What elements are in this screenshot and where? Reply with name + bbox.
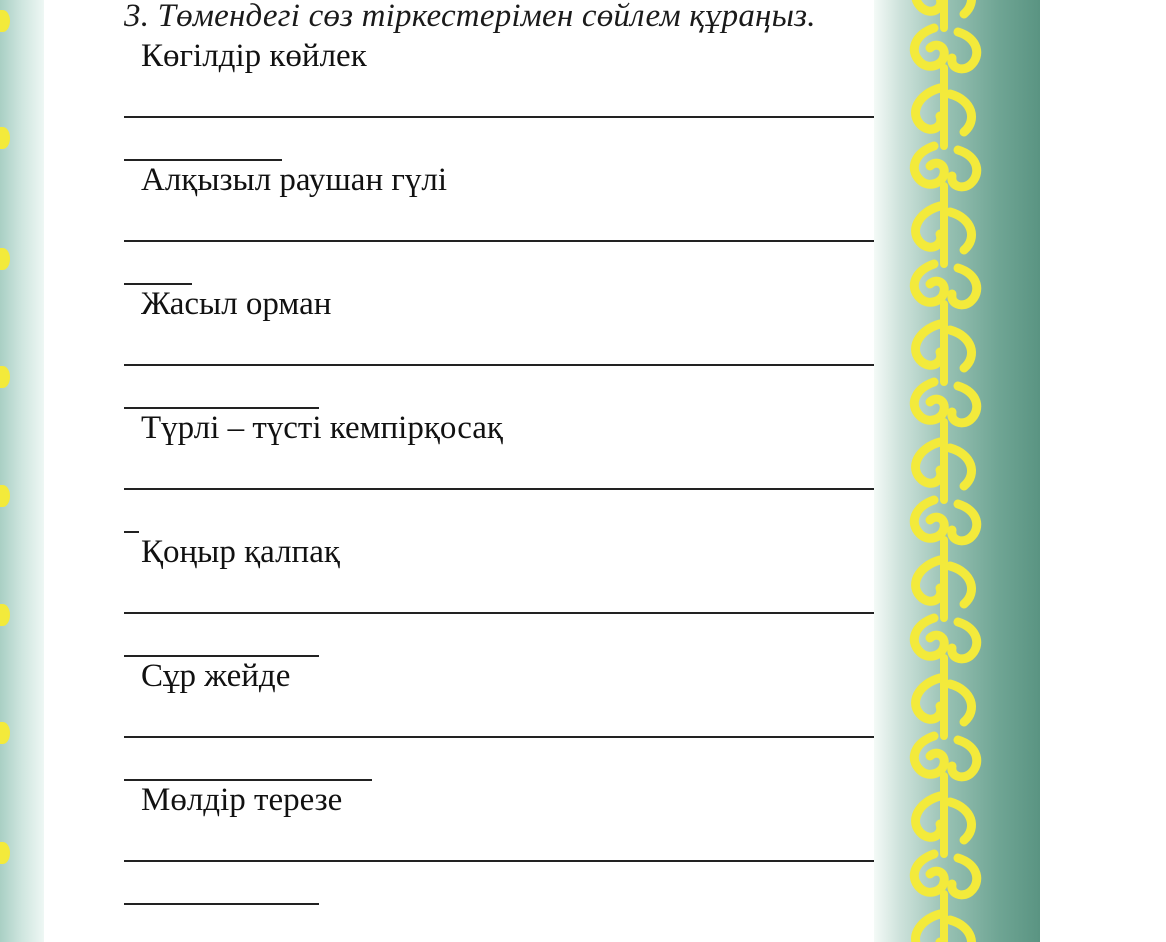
exercise-phrase: Түрлі – түсті кемпірқосақ bbox=[141, 410, 503, 446]
ornament-bump-icon bbox=[0, 842, 10, 864]
answer-line[interactable] bbox=[124, 860, 874, 862]
answer-line-continuation[interactable] bbox=[124, 655, 319, 657]
exercise-phrase: Көгілдір көйлек bbox=[141, 38, 367, 74]
answer-line-continuation[interactable] bbox=[124, 407, 319, 409]
answer-line[interactable] bbox=[124, 612, 874, 614]
ornament-bump-icon bbox=[0, 10, 10, 32]
answer-line[interactable] bbox=[124, 116, 874, 118]
answer-line-continuation[interactable] bbox=[124, 779, 372, 781]
answer-line[interactable] bbox=[124, 364, 874, 366]
outer-margin bbox=[1040, 0, 1166, 942]
answer-line-continuation[interactable] bbox=[124, 159, 282, 161]
ornament-bump-icon bbox=[0, 366, 10, 388]
kazakh-ornament-icon bbox=[874, 0, 1040, 942]
ornament-bump-icon bbox=[0, 604, 10, 626]
exercise-phrase: Мөлдір терезе bbox=[141, 782, 343, 818]
left-ornament-border-icon bbox=[0, 0, 44, 942]
answer-line[interactable] bbox=[124, 736, 874, 738]
exercise-phrase: Қоңыр қалпақ bbox=[141, 534, 340, 570]
ornament-bump-icon bbox=[0, 248, 10, 270]
answer-line[interactable] bbox=[124, 240, 874, 242]
exercise-phrase: Жасыл орман bbox=[141, 286, 332, 322]
answer-line[interactable] bbox=[124, 488, 874, 490]
exercise-phrase: Сұр жейде bbox=[141, 658, 291, 694]
ornament-bump-icon bbox=[0, 127, 10, 149]
exercise-heading: 3. Төмендегі сөз тіркестерімен сөйлем құраңыз. bbox=[124, 0, 816, 34]
answer-line-continuation[interactable] bbox=[124, 283, 192, 285]
answer-line-continuation[interactable] bbox=[124, 903, 319, 905]
ornament-bump-icon bbox=[0, 722, 10, 744]
exercise-phrase: Алқызыл раушан гүлі bbox=[141, 162, 448, 198]
answer-line-continuation[interactable] bbox=[124, 531, 139, 533]
right-ornament-border-icon bbox=[874, 0, 1040, 942]
ornament-bump-icon bbox=[0, 485, 10, 507]
